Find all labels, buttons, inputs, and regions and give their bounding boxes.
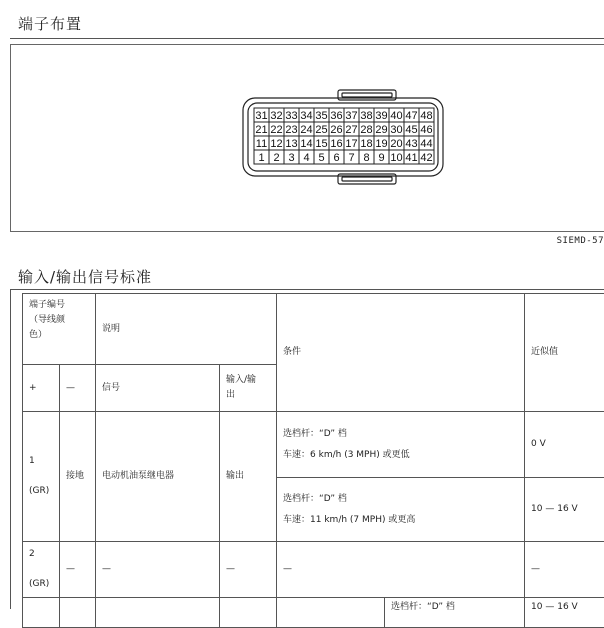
cell-value: 0 V bbox=[525, 412, 604, 478]
connector-pin-label: 39 bbox=[375, 110, 387, 122]
connector-pin-label: 2 bbox=[273, 152, 279, 164]
header-description: 说明 bbox=[96, 294, 277, 365]
connector-pin-label: 23 bbox=[285, 124, 297, 136]
connector-pin-label: 48 bbox=[420, 110, 432, 122]
connector-pin-label: 25 bbox=[315, 124, 327, 136]
connector-pin-label: 37 bbox=[345, 110, 357, 122]
condition-line: 车速：11 km/h (7 MPH) 或更高 bbox=[283, 513, 518, 528]
header-minus: — bbox=[60, 365, 96, 412]
cell-value: 10 — 16 V bbox=[525, 478, 604, 542]
cell-io: — bbox=[220, 542, 277, 598]
cell-condition: 选档杆：“D” 档 bbox=[385, 598, 525, 628]
connector-bottom-lock-inner bbox=[342, 177, 392, 181]
connector-pin-label: 38 bbox=[360, 110, 372, 122]
connector-pin-label: 18 bbox=[360, 138, 372, 150]
cell-value: 10 — 16 V bbox=[525, 598, 604, 628]
connector-pin-label: 34 bbox=[300, 110, 312, 122]
connector-pin-label: 44 bbox=[420, 138, 432, 150]
header-approx-value: 近似值 bbox=[525, 294, 604, 412]
cell-terminal-plus: 1 (GR) bbox=[23, 412, 60, 542]
cell-value: — bbox=[525, 542, 604, 598]
figure-id-label: SIEMD-57 bbox=[557, 236, 604, 246]
cell-signal: — bbox=[96, 542, 220, 598]
connector-pin-label: 29 bbox=[375, 124, 387, 136]
connector-pin-label: 14 bbox=[300, 138, 312, 150]
cell-terminal-plus: 2 (GR) bbox=[23, 542, 60, 598]
io-signal-table bbox=[22, 293, 604, 628]
condition-line: 选档杆：“D” 档 bbox=[283, 492, 518, 507]
connector-pin-label: 40 bbox=[390, 110, 402, 122]
connector-pin-label: 21 bbox=[255, 124, 267, 136]
header-terminal-no: 端子编号 （导线颜 色） bbox=[23, 294, 96, 365]
section-divider bbox=[10, 289, 604, 290]
cell-condition bbox=[277, 478, 525, 542]
section-title-io-signal: 输入/输出信号标准 bbox=[18, 266, 152, 287]
connector-pin-label: 6 bbox=[333, 152, 339, 164]
connector-pin-label: 27 bbox=[345, 124, 357, 136]
connector-pin-label: 19 bbox=[375, 138, 387, 150]
connector-pin-label: 7 bbox=[348, 152, 354, 164]
cell-condition bbox=[277, 412, 525, 478]
connector-pin-label: 47 bbox=[405, 110, 417, 122]
table-left-border bbox=[10, 289, 11, 609]
connector-pin-label: 16 bbox=[330, 138, 342, 150]
connector-pin-label: 4 bbox=[303, 152, 309, 164]
connector-pin-label: 24 bbox=[300, 124, 312, 136]
connector-pin-label: 10 bbox=[390, 152, 402, 164]
table-row-partial bbox=[23, 598, 604, 628]
connector-pin-label: 15 bbox=[315, 138, 327, 150]
cell-condition: — bbox=[277, 542, 525, 598]
connector-pin-label: 45 bbox=[405, 124, 417, 136]
connector-diagram bbox=[11, 45, 604, 231]
cell-io: 输出 bbox=[220, 412, 277, 542]
section-divider bbox=[10, 38, 604, 39]
connector-pin-label: 5 bbox=[318, 152, 324, 164]
table-row bbox=[23, 542, 604, 598]
connector-pin-label: 20 bbox=[390, 138, 402, 150]
connector-pin-label: 3 bbox=[288, 152, 294, 164]
connector-pin-label: 22 bbox=[270, 124, 282, 136]
connector-pin-label: 17 bbox=[345, 138, 357, 150]
connector-pin-label: 43 bbox=[405, 138, 417, 150]
connector-top-lock-inner bbox=[342, 93, 392, 97]
connector-pin-label: 28 bbox=[360, 124, 372, 136]
connector-pin-label: 32 bbox=[270, 110, 282, 122]
connector-pin-label: 31 bbox=[255, 110, 267, 122]
connector-pin-label: 13 bbox=[285, 138, 297, 150]
header-signal: 信号 bbox=[96, 365, 220, 412]
connector-pin-label: 1 bbox=[258, 152, 264, 164]
connector-figure bbox=[10, 44, 604, 232]
header-io: 输入/输 出 bbox=[220, 365, 277, 412]
connector-pin-label: 41 bbox=[405, 152, 417, 164]
connector-pin-label: 46 bbox=[420, 124, 432, 136]
section-title-terminal-layout: 端子布置 bbox=[18, 13, 82, 34]
cell-terminal-minus: 接地 bbox=[60, 412, 96, 542]
connector-pin-label: 30 bbox=[390, 124, 402, 136]
condition-line: 车速：6 km/h (3 MPH) 或更低 bbox=[283, 448, 518, 463]
cell-signal: 电动机油泵继电器 bbox=[96, 412, 220, 542]
connector-pin-label: 12 bbox=[270, 138, 282, 150]
header-condition: 条件 bbox=[277, 294, 525, 412]
cell-terminal-minus: — bbox=[60, 542, 96, 598]
connector-pin-label: 36 bbox=[330, 110, 342, 122]
table-row bbox=[23, 412, 604, 478]
condition-line: 选档杆：“D” 档 bbox=[283, 427, 518, 442]
connector-pin-label: 8 bbox=[363, 152, 369, 164]
header-plus: + bbox=[23, 365, 60, 412]
connector-pin-label: 26 bbox=[330, 124, 342, 136]
connector-pin-label: 9 bbox=[378, 152, 384, 164]
connector-pin-label: 42 bbox=[420, 152, 432, 164]
connector-pin-label: 33 bbox=[285, 110, 297, 122]
connector-pin-label: 35 bbox=[315, 110, 327, 122]
table-header-row bbox=[23, 294, 604, 365]
connector-pin-label: 11 bbox=[256, 138, 267, 150]
